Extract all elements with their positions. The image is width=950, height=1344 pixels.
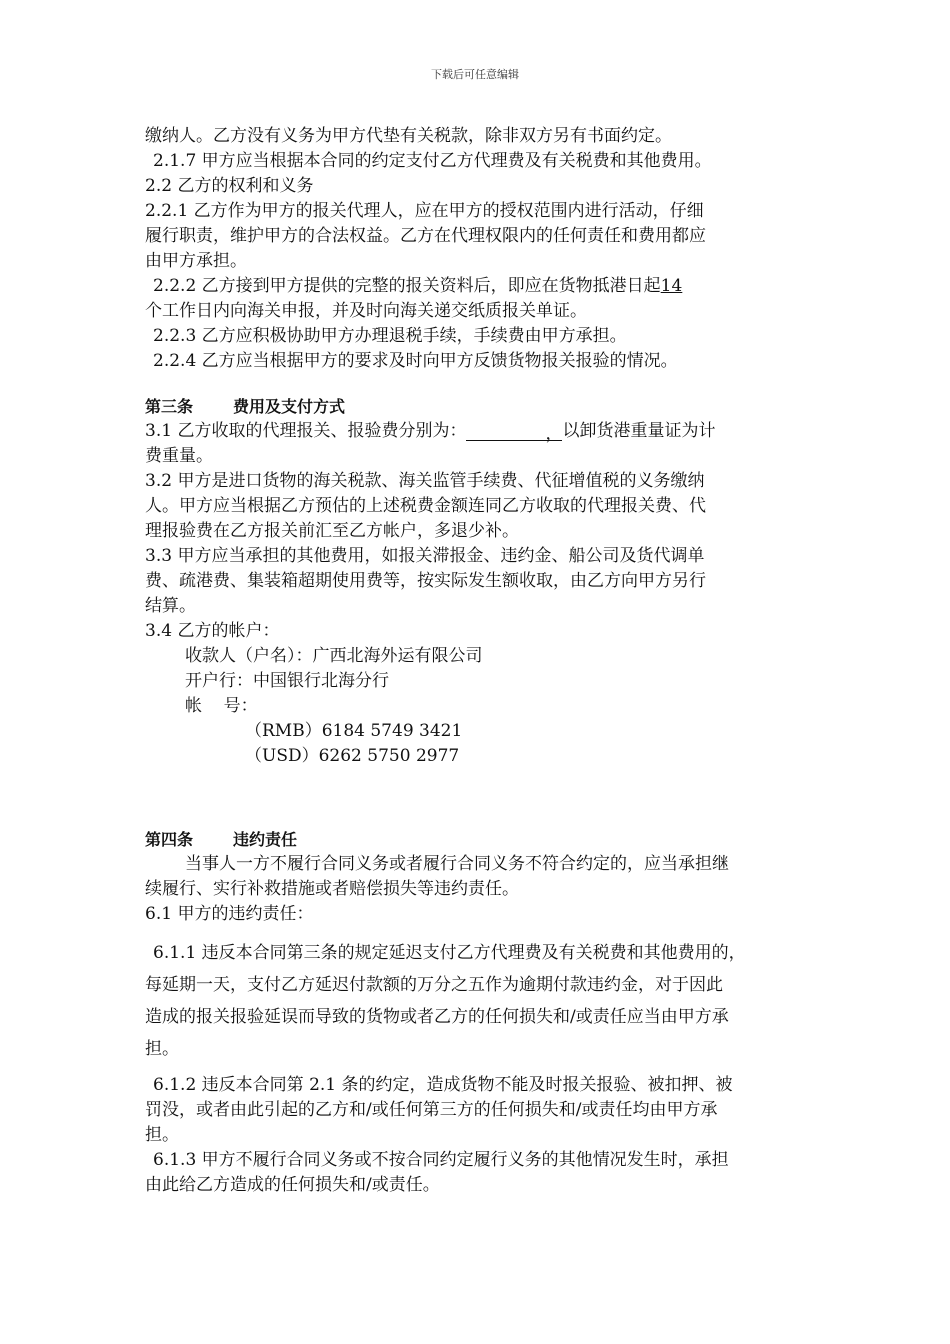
underlined-days: 14 (660, 276, 683, 296)
text-line: 人。甲方应当根据乙方预估的上述税费金额连同乙方收取的代理报关费、代 (145, 496, 706, 516)
text-line: 结算。 (145, 596, 196, 616)
text-line: 个工作日内向海关申报，并及时向海关递交纸质报关单证。 (145, 301, 587, 321)
page-header: 下载后可任意编辑 (431, 68, 519, 81)
text-line: 3.2 甲方是进口货物的海关税款、海关监管手续费、代征增值税的义务缴纳 (145, 471, 705, 491)
text-line: 续履行、实行补救措施或者赔偿损失等违约责任。 (145, 879, 519, 899)
text-line (145, 419, 825, 444)
text-line: 造成的报关报验延误而导致的货物或者乙方的任何损失和/或责任应当由甲方承 (145, 1007, 729, 1027)
text-line: 担。 (145, 1125, 179, 1145)
text-line: 6.1 甲方的违约责任： (145, 904, 314, 924)
text-line: 理报验费在乙方报关前汇至乙方帐户，多退少补。 (145, 521, 519, 541)
text-line: 3.4 乙方的帐户： (145, 621, 280, 641)
text-line: 3.3 甲方应当承担的其他费用，如报关滞报金、违约金、船公司及货代调单 (145, 546, 705, 566)
text-line: 缴纳人。乙方没有义务为甲方代垫有关税款，除非双方另有书面约定。 (145, 126, 672, 146)
text-line: 费重量。 (145, 446, 213, 466)
text-line: 当事人一方不履行合同义务或者履行合同义务不符合约定的，应当承担继 (185, 854, 729, 874)
text-line: 费、疏港费、集装箱超期使用费等，按实际发生额收取，由乙方向甲方另行 (145, 571, 706, 591)
article-number: 第四条 (145, 830, 194, 849)
article-title: 费用及支付方式 (233, 397, 346, 416)
bank-line: 开户行：中国银行北海分行 (185, 671, 389, 691)
spacer (145, 769, 825, 827)
text-line: 由此给乙方造成的任何损失和/或责任。 (145, 1175, 440, 1195)
account-rmb: （RMB）6184 5749 3421 (245, 721, 463, 741)
text-line (145, 274, 825, 299)
text-line: 6.1.3 甲方不履行合同义务或不按合同约定履行义务的其他情况发生时，承担 (153, 1150, 729, 1170)
text-segment: 3.1 乙方收取的代理报关、报验费分别为： (145, 421, 467, 441)
text-line: 6.1.2 违反本合同第 2.1 条的约定，造成货物不能及时报关报验、被扣押、被 (153, 1075, 733, 1095)
fee-blank-field: ， (466, 422, 562, 441)
document-body (145, 124, 825, 1198)
text-line: 每延期一天，支付乙方延迟付款额的万分之五作为逾期付款违约金，对于因此 (145, 975, 723, 995)
section-heading: 2.2 乙方的权利和义务 (145, 176, 314, 196)
text-line: 担。 (145, 1039, 179, 1059)
article-four-heading (145, 827, 825, 852)
text-line: 由甲方承担。 (145, 251, 247, 271)
text-line: 2.2.3 乙方应积极协助甲方办理退税手续，手续费由甲方承担。 (153, 326, 627, 346)
spacer (145, 374, 825, 394)
text-line: 6.1.1 违反本合同第三条的规定延迟支付乙方代理费及有关税费和其他费用的， (153, 943, 746, 963)
text-segment: 2.2.2 乙方接到甲方提供的完整的报关资料后，即应在货物抵港日起 (153, 276, 661, 296)
article-number: 第三条 (145, 397, 194, 416)
text-line: 2.2.1 乙方作为甲方的报关代理人，应在甲方的授权范围内进行活动，仔细 (145, 201, 704, 221)
article-three-heading (145, 394, 825, 419)
text-line: 履行职责，维护甲方的合法权益。乙方在代理权限内的任何责任和费用都应 (145, 226, 706, 246)
account-usd: （USD）6262 5750 2977 (245, 746, 460, 766)
article-title: 违约责任 (233, 830, 298, 849)
text-line: 2.1.7 甲方应当根据本合同的约定支付乙方代理费及有关税费和其他费用。 (153, 151, 712, 171)
text-line: 罚没，或者由此引起的乙方和/或任何第三方的任何损失和/或责任均由甲方承 (145, 1100, 718, 1120)
account-label: 帐 号： (185, 696, 258, 716)
text-line: 2.2.4 乙方应当根据甲方的要求及时向甲方反馈货物报关报验的情况。 (153, 351, 678, 371)
payee-line: 收款人（户名）：广西北海外运有限公司 (185, 646, 483, 666)
text-segment: 以卸货港重量证为计 (562, 421, 716, 441)
